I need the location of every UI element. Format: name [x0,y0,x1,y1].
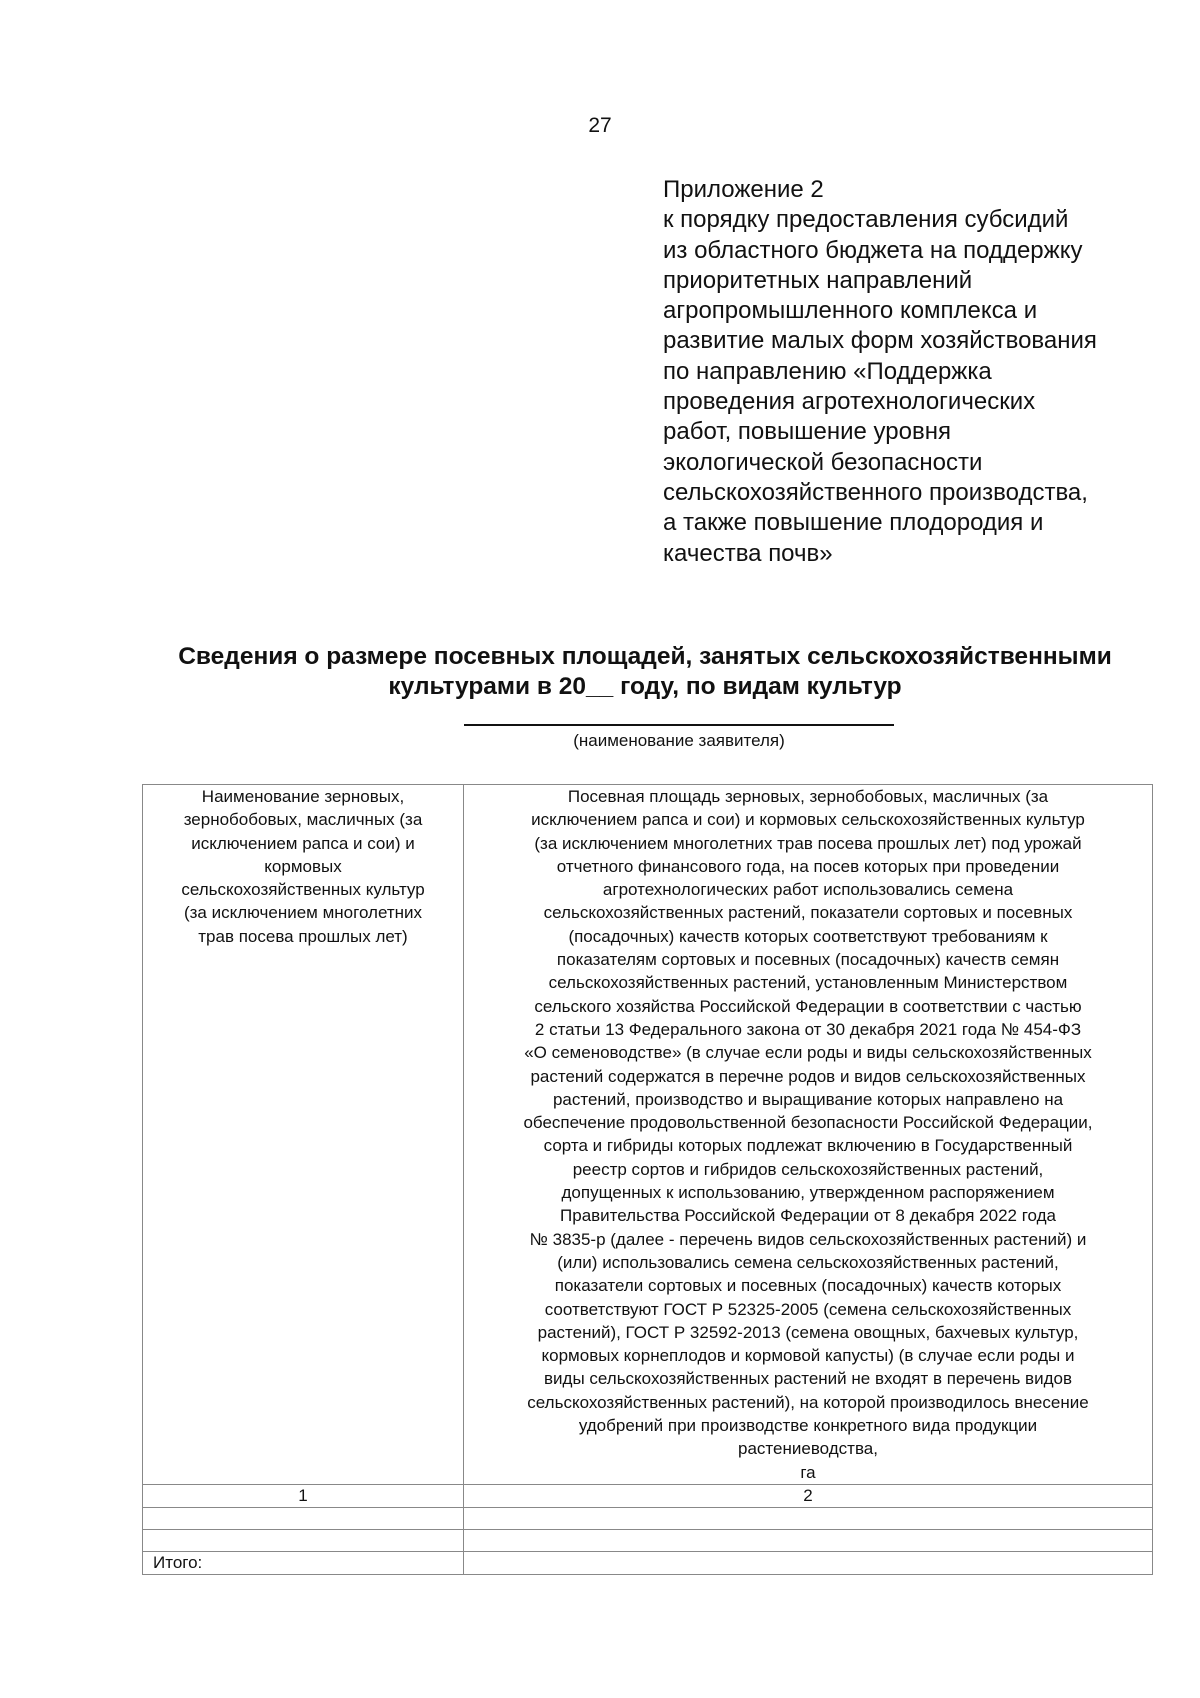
appendix-line: приоритетных направлений [663,266,973,294]
header-line: показатели сортовых и посевных (посадочных) качеств которых [554,1276,1062,1296]
crop-name-cell[interactable] [143,1529,464,1551]
appendix-line: по направлению «Поддержка [663,357,992,385]
table-header-row [143,785,1153,1485]
crop-name-cell[interactable] [143,1507,464,1529]
header-line: (или) использовались семена сельскохозяйственных растений, [557,1252,1059,1272]
column-number: 2 [464,1484,1153,1507]
page-number: 27 [588,114,612,137]
header-line: исключением рапса и сои) и [191,833,415,853]
total-row [143,1551,1153,1574]
appendix-line: к порядку предоставления субсидий [663,206,1069,234]
appendix-line: сельскохозяйственного производства, [663,478,1088,506]
sown-area-cell[interactable] [464,1529,1153,1551]
header-line: (за исключением многолетних трав посева прошлых лет) под урожай [534,833,1082,853]
total-label: Итого: [143,1551,464,1574]
header-line: трав посева прошлых лет) [198,926,408,946]
header-line: исключением рапса и сои) и кормовых сельскохозяйственных культур [531,810,1085,830]
appendix-line: развитие малых форм хозяйствования [663,327,1097,355]
appendix-line: проведения агротехнологических [663,388,1036,416]
document-title-line: Сведения о размере посевных площадей, занятых сельскохозяйственными [178,643,1112,670]
header-line: «О семеноводстве» (в случае если роды и виды сельскохозяйственных [524,1043,1092,1063]
header-line: растениеводства, [738,1439,878,1459]
table-row [143,1507,1153,1529]
crop-name-header [143,785,464,1485]
header-line: растений содержатся в перечне родов и видов сельскохозяйственных [530,1066,1086,1086]
header-line: виды сельскохозяйственных растений не входят в перечень видов [544,1369,1072,1389]
sown-area-header [464,785,1153,1485]
header-line: сельскохозяйственных растений, установленным Министерством [548,973,1068,993]
sown-area-cell[interactable] [464,1507,1153,1529]
header-line: № 3835-р (далее - перечень видов сельскохозяйственных растений) и [529,1229,1087,1249]
appendix-block [663,175,1183,569]
applicant-caption: (наименование заявителя) [573,731,785,750]
column-number: 1 [143,1484,464,1507]
appendix-line: работ, повышение уровня [663,418,951,446]
table-row [143,1529,1153,1551]
appendix-line: агропромышленного комплекса и [663,297,1038,325]
header-line: Правительства Российской Федерации от 8 декабря 2022 года [560,1206,1056,1226]
header-line: зернобобовых, масличных (за [183,810,423,830]
total-area-cell[interactable] [464,1551,1153,1574]
header-line: удобрений при производстве конкретного вида продукции [578,1416,1038,1436]
header-line: га [800,1462,816,1482]
document-title-line: культурами в 20__ году, по видам культур [388,673,902,700]
header-line: сельского хозяйства Российской Федерации в соответствии с частью [534,996,1082,1016]
appendix-line: качества почв» [663,539,833,567]
header-line: допущенных к использованию, утвержденном распоряжением [561,1183,1055,1203]
appendix-line: а также повышение плодородия и [663,509,1044,537]
header-line: сельскохозяйственных растений), на которой производилось внесение [527,1392,1089,1412]
header-line: сельскохозяйственных растений, показатели сортовых и посевных [543,903,1073,923]
header-line: 2 статьи 13 Федерального закона от 30 декабря 2021 года № 454-ФЗ [534,1019,1082,1039]
header-line: агротехнологических работ использовались семена [602,880,1014,900]
header-line: сорта и гибриды которых подлежат включению в Государственный [543,1136,1073,1156]
header-line: отчетного финансового года, на посев которых при проведении [556,856,1060,876]
applicant-underline [464,724,894,726]
header-line: показателям сортовых и посевных (посадочных) качеств семян [556,950,1060,970]
appendix-line: Приложение 2 [663,176,824,203]
header-line: реестр сортов и гибридов сельскохозяйственных растений, [572,1159,1044,1179]
appendix-line: из областного бюджета на поддержку [663,236,1083,264]
header-line: обеспечение продовольственной безопасности Российской Федерации, [523,1113,1093,1133]
appendix-line: экологической безопасности [663,448,983,476]
header-line: кормовых [264,856,342,876]
column-number-row [143,1484,1153,1507]
crop-area-table [142,784,1153,1575]
header-line: соответствуют ГОСТ Р 52325-2005 (семена сельскохозяйственных [544,1299,1072,1319]
header-line: растений, производство и выращивание которых направлено на [552,1089,1064,1109]
header-line: (за исключением многолетних [183,903,423,923]
header-line: Наименование зерновых, [201,787,405,806]
header-line: сельскохозяйственных культур [181,880,425,900]
header-line: Посевная площадь зерновых, зернобобовых, масличных (за [567,787,1049,806]
header-line: (посадочных) качеств которых соответствуют требованиям к [568,926,1048,946]
header-line: кормовых корнеплодов и кормовой капусты) (в случае если роды и [541,1346,1075,1366]
document-title [100,642,1190,702]
header-line: растений), ГОСТ Р 32592-2013 (семена овощных, бахчевых культур, [537,1322,1079,1342]
